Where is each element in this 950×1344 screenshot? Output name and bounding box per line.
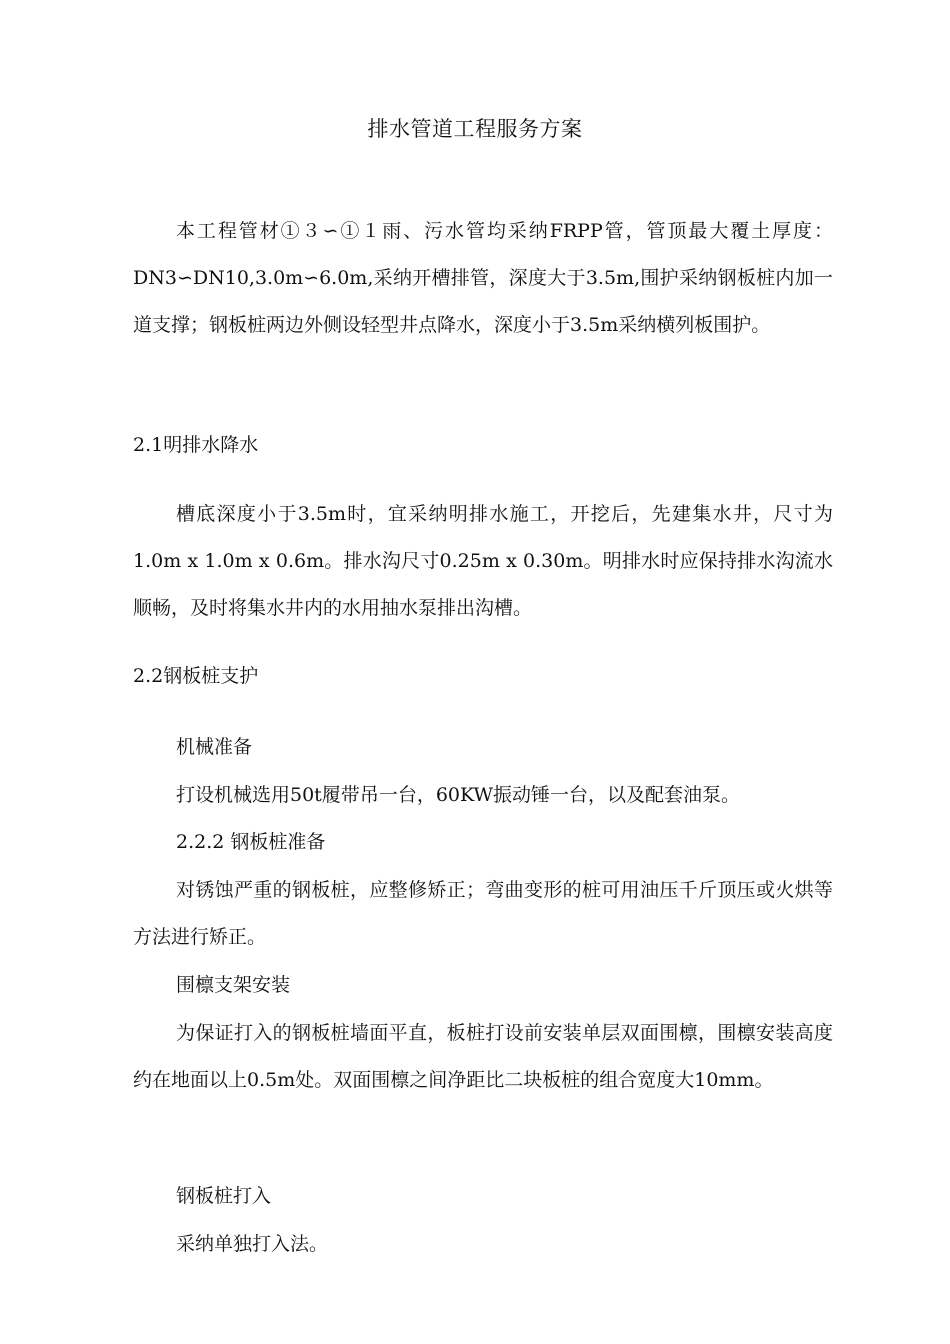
purlin-body: 为保证打入的钢板桩墙面平直，板桩打设前安装单层双面围檩，围檩安装高度约在地面以上0.5m处。双面围檩之间净距比二块板桩的组合宽度大10mm。 <box>133 1022 833 1091</box>
section-2-1-heading: 2.1明排水降水 <box>133 434 259 456</box>
purlin-heading: 围檩支架安装 <box>176 974 291 996</box>
machinery-body: 打设机械选用50t履带吊一台，60KW振动锤一台，以及配套油泵。 <box>176 784 741 806</box>
page-title: 排水管道工程服务方案 <box>367 117 583 141</box>
driving-body: 采纳单独打入法。 <box>176 1233 329 1255</box>
driving-heading: 钢板桩打入 <box>176 1185 272 1207</box>
pile-prep-heading: 2.2.2 钢板桩准备 <box>176 831 326 853</box>
machinery-heading: 机械准备 <box>176 736 253 758</box>
intro-paragraph: 本工程管材①３∽①１雨、污水管均采纳FRPP管，管顶最大覆土厚度：DN3∽DN10,3.0m∽6.0m,采纳开槽排管，深度大于3.5m,围护采纳钢板桩内加一道支撑；钢板桩两边外侧设轻型井点降水，深度小于3.5m采纳横列板围护。 <box>133 220 833 336</box>
section-2-2-heading: 2.2钢板桩支护 <box>133 665 259 687</box>
pile-prep-body: 对锈蚀严重的钢板桩，应整修矫正；弯曲变形的桩可用油压千斤顶压或火烘等方法进行矫正。 <box>133 879 833 948</box>
section-2-1-body: 槽底深度小于3.5m时，宜采纳明排水施工，开挖后，先建集水井，尺寸为1.0m x 1.0m x 0.6m。排水沟尺寸0.25m x 0.30m。明排水时应保持排水沟流水顺畅，及时将集水井内的水用抽水泵排出沟槽。 <box>133 503 833 619</box>
